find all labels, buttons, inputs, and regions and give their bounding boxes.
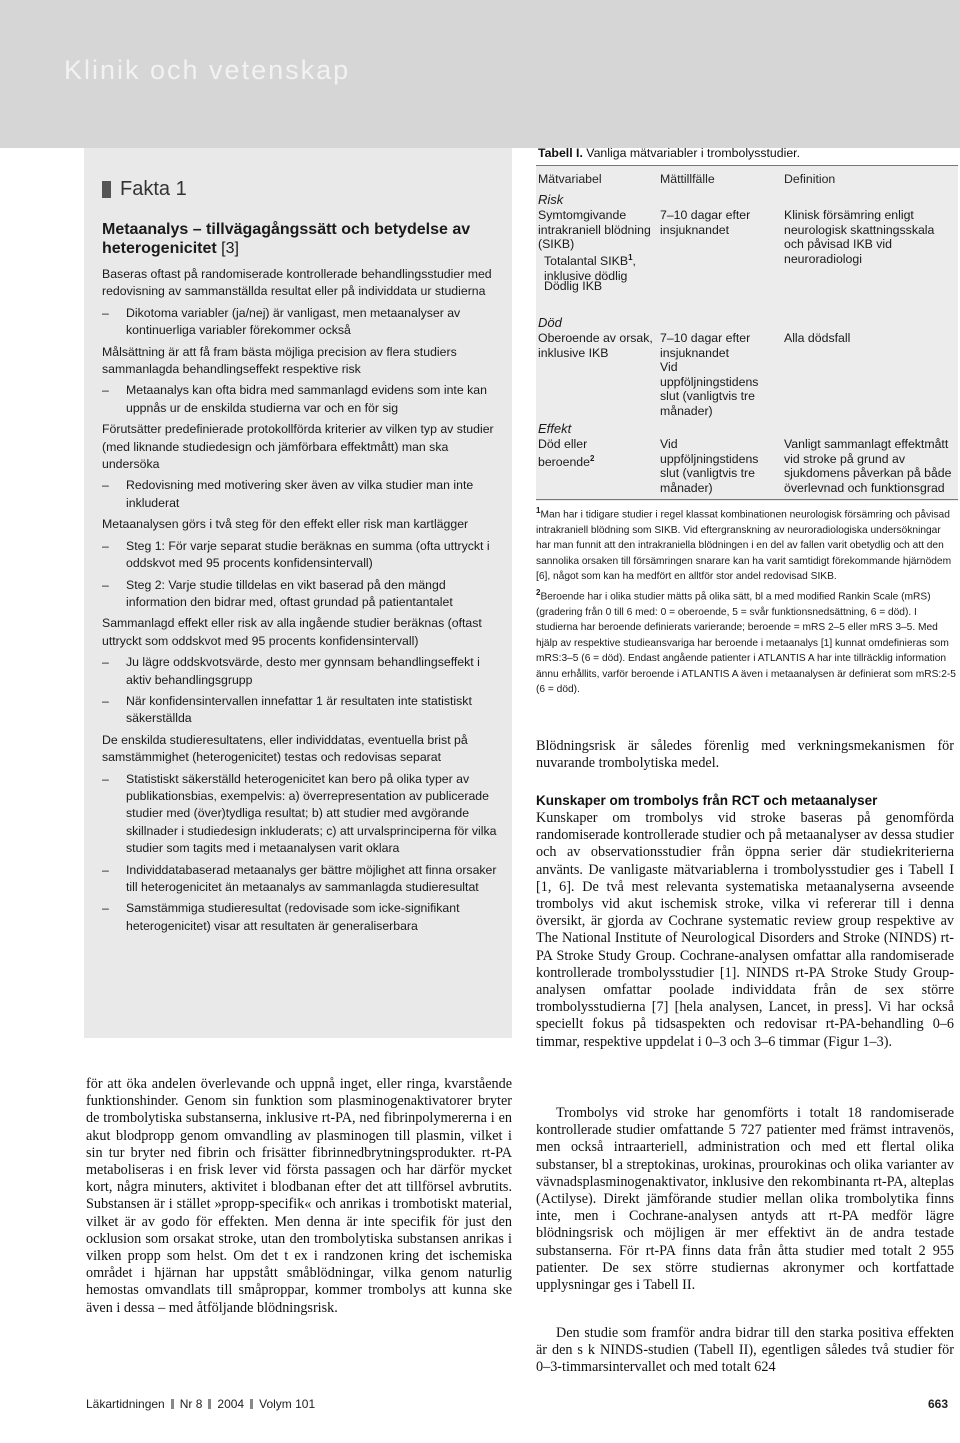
footer-separator [208, 1399, 211, 1409]
fakta-title [102, 220, 502, 258]
fakta-paragraph: Förutsätter predefinierade protokollförda kriterier av vilken typ av studier (med liknande studiedesign och jämförbara effektmått) man ska undersöka [102, 422, 494, 472]
footer-year: 2004 [217, 1397, 245, 1411]
fakta-paragraph: Sammanlagd effekt eller risk av alla ingående studier beräknas (oftast uttryckt som oddskvot med 95 procents konfidensintervall) [102, 616, 482, 648]
fakta-box [84, 148, 512, 1038]
fakta-title-text: Metaanalys – tillvägagångssätt och betydelse av heterogenicitet [102, 221, 471, 257]
page-number: 663 [928, 1397, 949, 1411]
table-cell-var-dod-beroende-text: Död eller beroende [538, 437, 590, 469]
fakta-bullet-item: – När konfidensintervallen innefattar 1 är resultaten inte statistiskt säkerställda [102, 693, 502, 728]
fakta-header [102, 178, 187, 201]
footnote-1 [536, 503, 956, 585]
table-header-definition: Definition [784, 172, 836, 186]
table-cell-sub-dodlig-ikb: Dödlig IKB [544, 279, 603, 293]
table-caption-text: Vanliga mätvariabler i trombolysstudier. [586, 146, 800, 160]
table-cell-def-effekt: Vanligt sammanlagt effektmått vid stroke på grund av sjukdomens påverkan på både överlevnad och funktionsgrad [784, 437, 952, 495]
fakta-bullet-item: – Dikotoma variabler (ja/nej) är vanligast, men metaanalyser av kontinuerliga variabler förekommer också [102, 305, 502, 340]
fakta-bullet-item: – Steg 2: Varje studie tilldelas en vikt baserad på den mängd information den bidrar med, oftast grundad på patientantalet [102, 577, 502, 612]
table-cell-var-dod-beroende [538, 437, 622, 469]
table-footnotes [536, 503, 956, 698]
right-paragraph-4: Den studie som framför andra bidrar till den starka positiva effekten är den s k NINDS-studien (Tabell II), egentligen således två studier för 0–3-timmarsintervallet och med totalt 624 [536, 1325, 954, 1376]
table-group-dod: Död [538, 315, 562, 330]
footer-citation [86, 1397, 315, 1411]
section-title: Klinik och vetenskap [64, 55, 351, 85]
section-heading: Kunskaper om trombolys från RCT och metaanalyser [536, 793, 878, 808]
footer-separator [171, 1399, 174, 1409]
footnote-1-text: Man har i tidigare studier i regel klassat kombinationen neurologisk försämring och påvisad intrakraniell blödning som SIKB. Vid eftergranskning av neuroradiologiska undersökningar har man funnit att den intrakraniella blödningen i en del av fallen varit obetydlig och att den sannolika orsaken till försämringen snarare kan ha varit samtidigt förekommande hjärnödem [6], något som kan ha medfört en alltför stor andel redovisad SIKB. [536, 509, 952, 583]
footnote-2-marker: 2 [536, 587, 541, 597]
fakta-bullet-item: – Redovisning med motivering sker även av vilka studier man inte inkluderat [102, 477, 502, 512]
fakta-marker-icon [102, 181, 111, 198]
fakta-body [102, 266, 502, 939]
footnote-ref-1: 1 [628, 253, 633, 262]
fakta-bullet-item: – Ju lägre oddskvotsvärde, desto mer gynnsam behandlingseffekt i aktiv behandlingsgrupp [102, 654, 502, 689]
fakta-title-ref: [3] [221, 240, 239, 257]
fakta-bullet-item: – Samstämmiga studieresultat (redovisade som icke-signifikant heterogenicitet) visar att resultaten är generaliserbara [102, 900, 502, 935]
table-cell-var-sikb: Symtomgivande intrakraniell blödning (SIKB) [538, 208, 651, 251]
table-cell-time-dod-1: 7–10 dagar efter insjuknandet [660, 331, 751, 360]
footnote-2-text: Beroende har i olika studier mätts på olika sätt, bl a med modified Rankin Scale (mRS) (gradering från 0 till 6 med: 0 = oberoende, 5 = svår funktionsnedsättning, 6 = död). I studierna har beroende definierats varierande; beroende = mRS 2–5 eller mRS 3–5. Med hjälp av respektive studieansvariga har beroende i metaanalys [1] kunnat omdefinieras som mRS:3–5 (6 = död). Endast angående patienter i ATLANTIS A har inte tillräcklig information ännu erhållits, varför beroende i ATLANTIS A även i metaanalysen är definierat som mRS:2-5 (6 = död). [536, 591, 956, 696]
table-cell-sub-totalantal-text: Totalantal SIKB [544, 254, 629, 269]
fakta-bullet-item: – Steg 1: För varje separat studie beräknas en summa (ofta uttryckt i oddskvot med 95 procents konfidensintervall) [102, 538, 502, 573]
table-group-effekt: Effekt [538, 421, 572, 436]
fakta-paragraph: De enskilda studieresultatens, eller individdatas, eventuella brist på samstämmighet (heterogenicitet) testas och redovisas separat [102, 732, 468, 765]
footnote-2 [536, 585, 956, 698]
footer-volume: Volym 101 [259, 1397, 316, 1411]
table-cell-def-dod: Alla dödsfall [784, 331, 851, 345]
left-body-text: för att öka andelen överlevande och uppnå inget, eller ringa, kvarstående funktionshinder. Genom sin funktion som plasminogenaktivatorer bryter de trombolytiska substanserna, inklusive rt-PA, ned fibrinpolymererna i en akut blodpropp genom omvandling av plasminogen till plasmin, vilket i sin tur bryter ned fibrin och frisätter fibrinnedbrytningsprodukter. rt-PA metaboliseras i en frisk lever vid första passagen och har därför mycket kort, några minuters, aktivitet i blodbanan efter det att tillförsel avbrutits. Substansen är i stället »propp-specifik« och anrikas i trombotiskt material, vilket är av godo för effekten. Men denna är inte specifik för just den ocklusion som orsakat stroke, utan den trombolytiska substansen anrikas i vilken propp som helst. Om det t ex i randzonen kring det ischemiska området i hjärnan har uppstått småblödningar, vilka genom naturlig hemostas omvandlats till småproppar, kommer trombolys att kunna ske även i dessa – med åtföljande blödningsrisk. [86, 1076, 512, 1316]
table-group-risk: Risk [538, 192, 564, 207]
footer-separator [250, 1399, 253, 1409]
fakta-paragraph: Målsättning är att få fram bästa möjliga precision av flera studiers sammanlagda behandlingseffekt respektive risk [102, 344, 457, 377]
fakta-paragraph: Baseras oftast på randomiserade kontrollerade behandlingsstudier med redovisning av sammanställda resultat eller på individdata ur studierna [102, 267, 492, 299]
table-cell-time-effekt: Vid uppföljningstidens slut (vanligtvis tre månader) [660, 437, 759, 495]
table-1 [536, 165, 958, 501]
footnote-ref-2: 2 [589, 453, 595, 463]
header-banner [0, 0, 960, 148]
fakta-bullet-item: – Statistiskt säkerställd heterogenicitet kan bero på olika typer av publikationsbias, exempelvis: a) överrepresentation av publicerade studier med (över)tydliga resultat; b) att studier med avgörande skillnader i studiedesign inkluderats; c) att urvalsprinciperna för vilka studier som tagits med i metaanalysen varit oklara [102, 771, 502, 858]
table-bottom-rule [536, 499, 958, 500]
fakta-bullet-item: – Individdatabaserad metaanalys ger bättre möjlighet att finna orsaker till heterogenicitet än metaanalys av sammanlagda studieresultat [102, 862, 502, 897]
table-caption-label: Tabell I. [538, 146, 583, 160]
table-cell-def-sikb: Klinisk försämring enligt neurologisk skattningsskala och påvisad IKB vid neuroradiologi [784, 208, 935, 266]
table-cell-time-dod-2: Vid uppföljningstidens slut (vanligtvis tre månader) [660, 360, 759, 418]
right-paragraph-1: Blödningsrisk är således förenlig med verkningsmekanismen för nuvarande trombolytiska medel. [536, 738, 954, 772]
fakta-paragraph: Metaanalysen görs i två steg för den effekt eller risk man kartlägger [102, 517, 469, 532]
table-header-matvariabel: Mätvariabel [538, 172, 602, 186]
table-caption [538, 146, 958, 160]
right-paragraph-2: Kunskaper om trombolys vid stroke baseras på genomförda randomiserade kontrollerade studier och på metaanalyser av dessa studier och av observationsstudier från öppna serier där studiekriterierna använts. De vanligaste mätvariablerna i trombolysstudier ges i Tabell I [1, 6]. De två mest relevanta systematiska metaanalyserna avseende trombolys vid akut ischemisk stroke, vilka vi refererar till i denna översikt, är gjorda av Cochrane systematic review group respektive av The National Institute of Neurological Disorders and Stroke (NINDS) rt-PA Stroke Study Group. Cochrane-analysen omfattar alla randomiserade kontrollerade trombolysstudier [1]. NINDS rt-PA Stroke Study Group-analysen omfattar poolade individdata från de sex större trombolysstudierna [7] [hela analysen, Lancet, in press]. Vi har också speciellt fokus på tidsaspekten och redovisar rt-PA-behandling 0–6 timmar, respektive uppdelat i 0–3 och 3–6 timmar (Figur 1–3). [536, 810, 954, 1050]
right-paragraph-3: Trombolys vid stroke har genomförts i totalt 18 randomiserade kontrollerade studier omfattande 5 727 patienter med främst intravenös, men också intraarteriell, administration och med ett flertal olika substanser, bl a streptokinas, urokinas, prourokinas och olika varianter av vävnadsplasminogenaktivator, inklusive den rekombinanta rt-PA, alteplas (Actilyse). Direkt jämförande studier mellan olika trombolytika finns inte, men i Cochrane-analysen antyds att rt-PA medför lägre blödningsrisk och möjligen är mer effektivt än de andra testade substanserna. För rt-PA finns data från åtta studier med totalt 2 955 patienter. De sex större studiernas akronymer och kortfattade upplysningar ges i Tabell II. [536, 1105, 954, 1294]
footnote-1-marker: 1 [536, 506, 541, 515]
fakta-bullet-item: – Metaanalys kan ofta bidra med sammanlagd evidens som inte kan uppnås ur de enskilda studierna var och en för sig [102, 382, 502, 417]
table-header-mattillfalle: Mättillfälle [660, 172, 715, 186]
table-cell-sub-totalantal-tail: , inklusive dödlig [544, 254, 636, 283]
table-cell-time-sikb: 7–10 dagar efter insjuknandet [660, 208, 751, 237]
footer-journal: Läkartidningen [86, 1397, 165, 1411]
table-cell-var-oberoende: Oberoende av orsak, inklusive IKB [538, 331, 653, 360]
fakta-label: Fakta 1 [120, 178, 187, 200]
footer-issue: Nr 8 [179, 1397, 203, 1411]
